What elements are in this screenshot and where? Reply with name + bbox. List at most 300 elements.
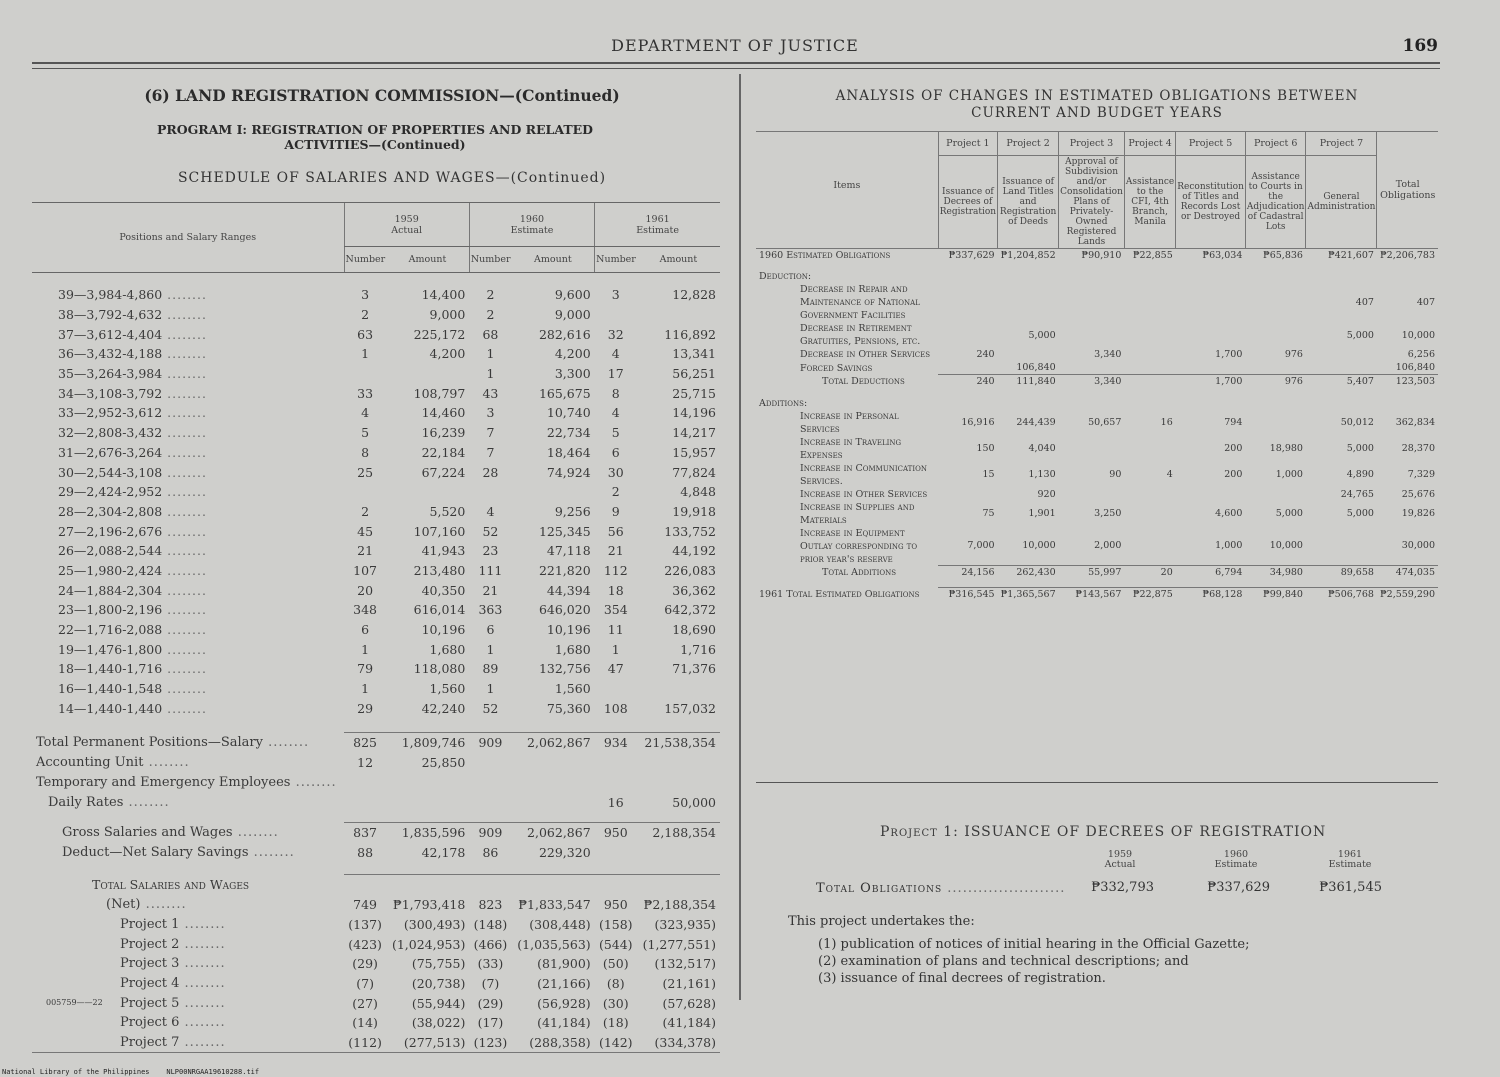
number-cell: 112 [603, 562, 628, 578]
analysis-value: 5,000 [1028, 329, 1056, 341]
analysis-value [938, 361, 997, 375]
spacer-row [756, 262, 1438, 270]
table-row [32, 895, 720, 915]
leader-dots: ........ [162, 287, 207, 303]
number-cell: 63 [357, 326, 374, 342]
table-row [756, 588, 1438, 602]
table-row [32, 423, 720, 443]
analysis-value: 4,040 [1028, 443, 1056, 455]
desc-project-1: Issuance of Decrees of Registration [938, 156, 997, 249]
number-cell: 6 [486, 622, 495, 638]
leader-dots: ........ [179, 976, 226, 992]
number-cell: 909 [478, 825, 503, 841]
col-project-1: Project 1 [938, 132, 997, 156]
number-cell: (14) [352, 1015, 378, 1031]
amount-cell: (55,944) [411, 995, 466, 1011]
temporary-label: Temporary and Emergency Employees ........ [36, 774, 337, 790]
number-cell: 107 [353, 562, 378, 578]
p1-year-1959: 1959 Actual [1104, 849, 1136, 870]
analysis-value: ₱316,545 [938, 588, 997, 602]
table-row [756, 270, 1438, 283]
analysis-item: Decrease in Retirement Gratuities, Pensions, etc. [800, 323, 921, 348]
table-row [756, 348, 1438, 361]
amount-cell: 225,172 [413, 326, 466, 342]
table-row [756, 361, 1438, 375]
spacer-cell [637, 812, 720, 823]
table-row [32, 843, 720, 863]
leader-dots: ........ [162, 307, 207, 323]
analysis-value: 794 [1224, 417, 1243, 429]
amount-cell: 2,188,354 [652, 825, 716, 841]
analysis-value [1124, 488, 1175, 501]
analysis-value [1306, 270, 1377, 283]
amount-cell: 10,196 [421, 622, 466, 638]
page-number: 169 [1402, 36, 1438, 56]
analysis-value [1176, 270, 1246, 283]
amount-cell: 14,196 [672, 405, 716, 421]
amount-cell: 282,616 [538, 326, 591, 342]
analysis-value: 15 [982, 469, 995, 481]
project-label: Project 2 ........ [120, 936, 226, 952]
number-cell: 33 [357, 385, 374, 401]
amount-cell: 4,848 [680, 484, 716, 500]
analysis-value: 10,000 [1401, 329, 1435, 341]
leader-dots: ........ [162, 661, 207, 677]
table-row [756, 396, 1438, 409]
leader-dots: ........ [162, 602, 207, 618]
table-row [32, 482, 720, 502]
number-cell: 6 [611, 444, 620, 460]
amount-cell: ₱2,188,354 [643, 897, 716, 913]
salary-range: 27—2,196-2,676 ........ [58, 523, 207, 539]
spacer-cell [32, 862, 344, 875]
project-row [32, 1013, 720, 1033]
total-salaries-label: Total Salaries and Wages [92, 877, 250, 893]
analysis-value: ₱506,768 [1306, 588, 1377, 602]
analysis-value [1306, 348, 1377, 361]
col-amount: Amount [386, 247, 469, 273]
analysis-value: 4 [1166, 469, 1173, 481]
table-row [32, 875, 720, 895]
number-cell: (7) [356, 976, 374, 992]
program-title: PROGRAM I: REGISTRATION OF PROPERTIES AND RELATED ACTIVITIES—(Continued) [156, 122, 594, 152]
analysis-value: ₱1,204,852 [1000, 250, 1056, 262]
analysis-value [1124, 283, 1175, 322]
number-cell: 348 [353, 602, 378, 618]
leader-dots: ........ [179, 995, 226, 1011]
footer-code: 005759——22 [46, 998, 103, 1007]
project-label: Project 7 ........ [32, 1033, 344, 1053]
number-cell: 86 [482, 844, 499, 860]
table-row [32, 698, 720, 718]
amount-cell: 36,362 [672, 582, 716, 598]
project-row [32, 993, 720, 1013]
analysis-value: 920 [1037, 488, 1056, 500]
spacer-cell [512, 718, 595, 733]
amount-cell [512, 773, 595, 793]
number-cell: 3 [361, 287, 370, 303]
number-cell: (137) [348, 916, 382, 932]
amount-cell: 71,376 [672, 661, 716, 677]
amount-cell: (1,035,563) [517, 936, 591, 952]
salary-range: 36—3,432-4,188 ........ [58, 346, 207, 362]
leader-dots: ........ [248, 844, 295, 860]
number-cell: 23 [482, 543, 499, 559]
amount-cell: 1,835,596 [401, 825, 466, 841]
leader-dots: ........ [162, 425, 207, 441]
analysis-value [1176, 396, 1246, 409]
amount-cell: ₱1,833,547 [518, 897, 591, 913]
spacer-cell [512, 273, 595, 286]
salary-range: 39—3,984-4,860 ........ [58, 287, 207, 303]
number-cell: 6 [361, 622, 370, 638]
spacer-cell [386, 862, 469, 875]
number-cell: 1 [361, 641, 370, 657]
analysis-item: Increase in Equipment Outlay corresponding to prior year's reserve [800, 527, 918, 565]
spacer-cell [386, 273, 469, 286]
analysis-item: Increase in Traveling Expenses [800, 436, 902, 461]
amount-cell: (1,024,953) [391, 936, 466, 952]
analysis-value: 90 [1109, 469, 1122, 481]
amount-cell: 44,394 [546, 582, 591, 598]
leader-dots: ........ [162, 366, 207, 382]
number-cell [595, 305, 637, 325]
spacer-cell [637, 718, 720, 733]
analysis-value [1245, 488, 1306, 501]
spacer-cell [344, 273, 386, 286]
amount-cell: (334,378) [637, 1033, 720, 1053]
analysis-value [1306, 396, 1377, 409]
amount-cell [512, 753, 595, 773]
amount-cell: 107,160 [413, 523, 466, 539]
table-row [32, 679, 720, 699]
leader-dots: ........ [162, 700, 207, 716]
leader-dots: ........ [140, 897, 187, 913]
amount-cell: (277,513) [386, 1033, 469, 1053]
salary-range: 19—1,476-1,800 ........ [58, 641, 207, 657]
amount-cell: 13,341 [672, 346, 716, 362]
analysis-value: 25,676 [1401, 488, 1435, 500]
number-cell: 7 [486, 425, 495, 441]
analysis-value [1059, 322, 1125, 348]
amount-cell: ₱1,793,418 [392, 897, 466, 913]
amount-cell: 14,217 [672, 425, 716, 441]
table-row [32, 659, 720, 679]
number-cell [344, 792, 386, 812]
col-project-2: Project 2 [998, 132, 1059, 156]
amount-cell: 1,560 [554, 681, 591, 697]
amount-cell: 14,460 [421, 405, 466, 421]
analysis-value: 10,000 [1022, 540, 1056, 552]
analysis-value [1124, 501, 1175, 527]
column-divider [739, 74, 741, 1000]
analysis-value [938, 322, 997, 348]
number-cell: (27) [352, 995, 378, 1011]
analysis-value: ₱22,855 [1132, 250, 1173, 262]
leader-dots: ........ [162, 681, 207, 697]
analysis-item: Decrease in Other Services [800, 349, 931, 361]
analysis-item: Deduction: [759, 271, 812, 283]
amount-cell: 10,196 [546, 622, 591, 638]
leader-dots: ........ [162, 444, 207, 460]
analysis-value: 55,997 [1059, 566, 1125, 580]
table-row [32, 639, 720, 659]
empty-cell [595, 875, 637, 895]
analysis-value: 4,890 [1346, 469, 1374, 481]
analysis-value [1306, 361, 1377, 375]
table-row [32, 462, 720, 482]
amount-cell: 67,224 [421, 464, 466, 480]
number-cell [469, 753, 511, 773]
table-row [756, 488, 1438, 501]
table-row [32, 773, 720, 793]
amount-cell: (41,184) [662, 1015, 716, 1031]
analysis-value [1176, 322, 1246, 348]
empty-cell [386, 875, 469, 895]
analysis-value: ₱22,875 [1124, 588, 1175, 602]
amount-cell: 22,184 [421, 444, 466, 460]
amount-cell: 229,320 [538, 844, 591, 860]
analysis-value [998, 283, 1059, 322]
amount-cell [637, 679, 720, 699]
amount-cell: (41,184) [537, 1015, 591, 1031]
number-cell: 950 [603, 897, 628, 913]
leader-dots: ........ [162, 503, 207, 519]
analysis-value: 3,340 [1059, 375, 1125, 389]
number-cell [595, 753, 637, 773]
amount-cell: 21,538,354 [644, 735, 716, 751]
spacer-cell [469, 862, 511, 875]
analysis-value: 976 [1284, 349, 1303, 361]
spacer-row [32, 273, 720, 286]
amount-cell: 3,300 [554, 366, 591, 382]
table-row [32, 383, 720, 403]
col-project-5: Project 5 [1176, 132, 1246, 156]
number-cell: (123) [469, 1033, 511, 1053]
number-cell: (112) [344, 1033, 386, 1053]
analysis-value: 362,834 [1395, 417, 1435, 429]
spacer-cell [344, 812, 386, 823]
analysis-value [1124, 348, 1175, 361]
amount-cell: (323,935) [654, 916, 716, 932]
gross-salaries-label: Gross Salaries and Wages ........ [62, 824, 279, 840]
amount-cell: (20,738) [411, 976, 466, 992]
table-row [756, 410, 1438, 436]
analysis-value: 407 [1355, 297, 1374, 309]
analysis-value [1245, 410, 1306, 436]
number-cell: 7 [486, 444, 495, 460]
analysis-value: 16,916 [961, 417, 995, 429]
analysis-item: Increase in Personal Services [800, 410, 899, 435]
analysis-value: 5,000 [1275, 508, 1303, 520]
number-cell: 68 [482, 326, 499, 342]
leader-dots: ........ [162, 641, 207, 657]
leader-dots: ........ [162, 385, 207, 401]
number-cell: 18 [607, 582, 624, 598]
amount-cell [386, 773, 469, 793]
salary-range: 35—3,264-3,984 ........ [58, 366, 207, 382]
total-permanent-label: Total Permanent Positions—Salary ........ [36, 735, 310, 751]
amount-cell: 42,178 [421, 844, 466, 860]
table-row [32, 324, 720, 344]
amount-cell: (300,493) [403, 916, 466, 932]
analysis-value: ₱63,034 [1202, 250, 1243, 262]
analysis-value: ₱68,128 [1176, 588, 1246, 602]
number-cell: 2 [486, 307, 495, 323]
analysis-value: ₱337,629 [948, 250, 995, 262]
table-row [32, 541, 720, 561]
amount-cell: 9,600 [554, 287, 591, 303]
spacer-cell [32, 718, 344, 733]
table-row [756, 566, 1438, 580]
spacer-cell [756, 388, 1438, 396]
analysis-item: Decrease in Repair and Maintenance of National Government Facilities [800, 284, 920, 322]
analysis-value [1306, 527, 1377, 566]
analysis-value: 5,000 [1346, 443, 1374, 455]
leader-dots: ........ [290, 774, 337, 790]
number-cell: 4 [611, 405, 620, 421]
amount-cell: 42,240 [421, 700, 466, 716]
number-cell: 3 [611, 287, 620, 303]
amount-cell: 646,020 [538, 602, 591, 618]
amount-cell: 9,000 [554, 307, 591, 323]
table-row [32, 822, 720, 842]
salary-schedule-table [32, 202, 720, 1053]
analysis-value: 6,794 [1176, 566, 1246, 580]
analysis-value: 3,340 [1094, 349, 1122, 361]
analysis-value [1245, 396, 1306, 409]
number-cell: 2 [486, 287, 495, 303]
header-rule-2 [32, 68, 1440, 69]
analysis-value [1245, 361, 1306, 375]
analysis-value [1124, 527, 1175, 566]
analysis-value [998, 270, 1059, 283]
salary-range: 18—1,440-1,716 ........ [58, 661, 207, 677]
amount-cell [637, 305, 720, 325]
number-cell: (142) [595, 1033, 637, 1053]
amount-cell: 133,752 [664, 523, 716, 539]
amount-cell: (81,900) [537, 956, 591, 972]
number-cell: (544) [598, 936, 633, 952]
analysis-value: 240 [976, 349, 995, 361]
analysis-value [1176, 283, 1246, 322]
analysis-value [1245, 283, 1306, 322]
salary-range: 29—2,424-2,952 ........ [58, 484, 207, 500]
spacer-cell [595, 273, 637, 286]
number-cell: 3 [486, 405, 495, 421]
table-row [32, 403, 720, 423]
number-cell: (33) [477, 956, 504, 972]
desc-project-3: Approval of Subdivision and/or Consolidation Plans of Privately-Owned Registered Lands [1060, 157, 1123, 247]
analysis-value: 20 [1124, 566, 1175, 580]
table-row [756, 462, 1438, 488]
table-row [756, 501, 1438, 527]
number-cell: 8 [611, 385, 620, 401]
analysis-value [1176, 488, 1246, 501]
analysis-value: 50,657 [1088, 417, 1122, 429]
analysis-value [1124, 396, 1175, 409]
number-cell [595, 773, 637, 793]
salary-range: 38—3,792-4,632 ........ [58, 307, 207, 323]
analysis-value: 262,430 [998, 566, 1059, 580]
analysis-value: 30,000 [1401, 540, 1435, 552]
analysis-value: 34,980 [1245, 566, 1306, 580]
col-year-1960: 1960 Estimate [469, 203, 594, 247]
spacer-cell [595, 812, 637, 823]
amount-cell: 9,256 [554, 503, 591, 519]
number-cell: 5 [611, 425, 620, 441]
amount-cell: 1,680 [429, 641, 466, 657]
desc-project-4: Assistance to the CFI, 4th Branch, Manila [1124, 156, 1175, 249]
number-cell: (8) [606, 976, 625, 992]
empty-cell [512, 875, 595, 895]
amount-cell [637, 753, 720, 773]
number-cell: 363 [478, 602, 503, 618]
amount-cell: (288,358) [512, 1033, 595, 1053]
analysis-item: 1961 Total Estimated Obligations [759, 589, 920, 601]
amount-cell: 16,239 [421, 425, 466, 441]
project-row [32, 974, 720, 994]
number-cell: (7) [481, 976, 500, 992]
spacer-cell [595, 862, 637, 875]
amount-cell [637, 843, 720, 863]
leader-dots: ........ [123, 794, 170, 810]
analysis-value: 75 [982, 508, 995, 520]
spacer-cell [32, 273, 344, 286]
leader-dots: ........ [232, 824, 279, 840]
number-cell: (158) [598, 916, 633, 932]
amount-cell: (75,755) [411, 956, 466, 972]
project-row [32, 915, 720, 935]
table-row [32, 443, 720, 463]
number-cell: 2 [611, 484, 620, 500]
amount-cell: 108,797 [413, 385, 466, 401]
amount-cell: 4,200 [429, 346, 466, 362]
project1-title: Project 1: ISSUANCE OF DECREES OF REGISTRATION [880, 824, 1327, 840]
col-positions: Positions and Salary Ranges [32, 203, 344, 273]
amount-cell: 50,000 [672, 794, 716, 810]
analysis-value: 2,000 [1094, 540, 1122, 552]
leader-dots: ........ [179, 1015, 226, 1031]
spacer-row [756, 388, 1438, 396]
analysis-value: ₱99,840 [1245, 588, 1306, 602]
spacer-cell [756, 579, 1438, 588]
amount-cell: 4,200 [554, 346, 591, 362]
number-cell: 30 [607, 464, 624, 480]
number-cell: (148) [473, 916, 508, 932]
table-row [32, 733, 720, 753]
analysis-item: Increase in Other Services [800, 488, 928, 500]
number-cell [344, 773, 386, 793]
table-row [32, 792, 720, 812]
analysis-value: 3,250 [1094, 508, 1122, 520]
project-label: Project 4 ........ [120, 976, 226, 992]
amount-cell: 14,400 [421, 287, 466, 303]
empty-cell [344, 875, 386, 895]
analysis-item: Total Additions [822, 566, 897, 578]
spacer-cell [595, 718, 637, 733]
amount-cell: 116,892 [664, 326, 716, 342]
leader-dots: ........ [162, 464, 207, 480]
table-row [32, 753, 720, 773]
analysis-value: 474,035 [1377, 566, 1438, 580]
leader-dots: ........ [179, 936, 226, 952]
p1-value-1960: ₱337,629 [1207, 880, 1270, 895]
analysis-value: 1,000 [1215, 540, 1243, 552]
number-cell: 825 [353, 735, 378, 751]
analysis-value [998, 348, 1059, 361]
number-cell: 837 [353, 825, 378, 841]
